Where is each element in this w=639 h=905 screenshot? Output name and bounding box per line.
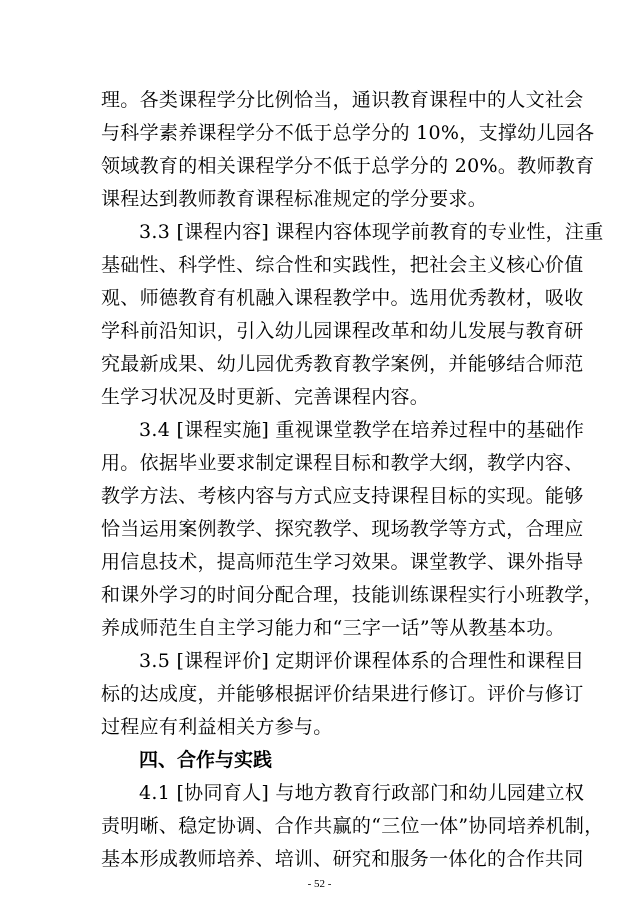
text-line: 究最新成果、幼儿园优秀教育教学案例，并能够结合师范	[101, 353, 584, 375]
text-line: 养成师范生自主学习能力和“三字一话”等从教基本功。	[101, 617, 565, 639]
section-heading: 四、合作与实践	[139, 749, 273, 771]
page-number: - 52 -	[307, 878, 332, 890]
text-line: 标的达成度，并能够根据评价结果进行修订。评价与修订	[101, 683, 584, 705]
text-line: 和课外学习的时间分配合理，技能训练课程实行小班教学，	[101, 584, 603, 606]
text-line: 课程达到教师教育课程标准规定的学分要求。	[101, 188, 488, 210]
text-line: 生学习状况及时更新、完善课程内容。	[101, 386, 430, 408]
text-line: 教学方法、考核内容与方式应支持课程目标的实现。能够	[101, 485, 584, 507]
text-line: 用。依据毕业要求制定课程目标和教学大纲，教学内容、	[101, 452, 584, 474]
text-line: 观、师德教育有机融入课程教学中。选用优秀教材，吸收	[101, 287, 584, 309]
text-line: 基础性、科学性、综合性和实践性，把社会主义核心价值	[101, 254, 584, 276]
text-line: 3.3 [课程内容] 课程内容体现学前教育的专业性，注重	[139, 221, 604, 243]
text-line: 学科前沿知识，引入幼儿园课程改革和幼儿发展与教育研	[101, 320, 584, 342]
text-line: 与科学素养课程学分不低于总学分的 10%，支撑幼儿园各	[101, 122, 595, 144]
text-line: 领域教育的相关课程学分不低于总学分的 20%。教师教育	[101, 155, 595, 177]
text-line: 3.5 [课程评价] 定期评价课程体系的合理性和课程目	[139, 650, 585, 672]
text-line: 基本形成教师培养、培训、研究和服务一体化的合作共同	[101, 848, 584, 870]
text-line: 责明晰、稳定协调、合作共赢的“三位一体”协同培养机制，	[101, 815, 604, 837]
text-line: 4.1 [协同育人] 与地方教育行政部门和幼儿园建立权	[139, 782, 585, 804]
text-line: 用信息技术，提高师范生学习效果。课堂教学、课外指导	[101, 551, 584, 573]
text-line: 恰当运用案例教学、探究教学、现场教学等方式，合理应	[101, 518, 584, 540]
text-line: 理。各类课程学分比例恰当，通识教育课程中的人文社会	[101, 89, 584, 111]
text-line: 过程应有利益相关方参与。	[101, 716, 333, 738]
text-line: 3.4 [课程实施] 重视课堂教学在培养过程中的基础作	[139, 419, 585, 441]
